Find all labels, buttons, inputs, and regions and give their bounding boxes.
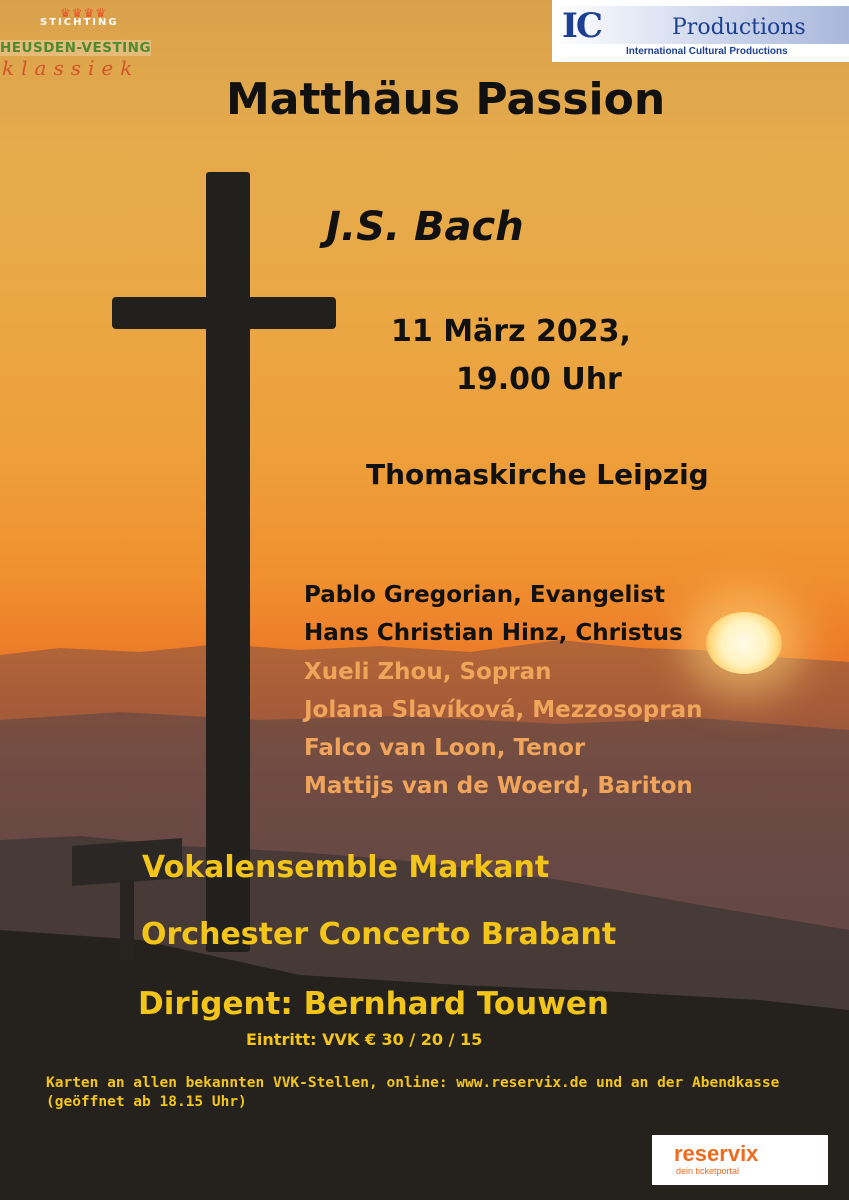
composer: J.S. Bach [326,204,524,250]
date-line-2: 19.00 Uhr [456,362,622,397]
reservix-logo [652,1135,828,1185]
ticket-info: Karten an allen bekannten VVK-Stellen, online: www.reservix.de und an der Abendkasse (geöffnet ab 18.15 Uhr) [46,1075,780,1110]
bench-leg [120,880,134,960]
logo-right-name: Productions [672,15,806,40]
date-line-1: 11 März 2023, [391,314,631,349]
cross-post [206,172,250,952]
reservix-name: reservix [674,1141,759,1166]
soloist-2: Hans Christian Hinz, Christus [304,620,683,646]
ensemble: Vokalensemble Markant [142,850,550,885]
crown-icon: ♛♛♛♛ [60,6,108,20]
setting-sun [706,612,782,674]
heusden-vesting-logo [0,6,180,80]
soloist-4: Jolana Slavíková, Mezzosopran [304,697,703,723]
admission-price: Eintritt: VVK € 30 / 20 / 15 [246,1030,483,1049]
cross-beam [112,297,336,329]
soloist-6: Mattijs van de Woerd, Bariton [304,773,693,799]
ic-productions-logo [552,0,849,62]
reservix-sub: dein ticketportal [676,1166,740,1176]
logo-left-top: STICHTING [40,17,119,28]
conductor: Dirigent: Bernhard Touwen [138,986,609,1022]
concert-title: Matthäus Passion [226,74,666,125]
soloist-5: Falco van Loon, Tenor [304,735,586,761]
orchestra: Orchester Concerto Brabant [141,917,617,952]
soloist-3: Xueli Zhou, Sopran [304,659,552,685]
logo-left-bottom: klassiek [2,56,140,80]
logo-left-middle: HEUSDEN-VESTING [0,40,152,56]
soloist-1: Pablo Gregorian, Evangelist [304,582,665,608]
venue: Thomaskirche Leipzig [366,458,709,491]
logo-right-sub: International Cultural Productions [626,46,788,57]
logo-right-mark: IC [562,6,601,46]
